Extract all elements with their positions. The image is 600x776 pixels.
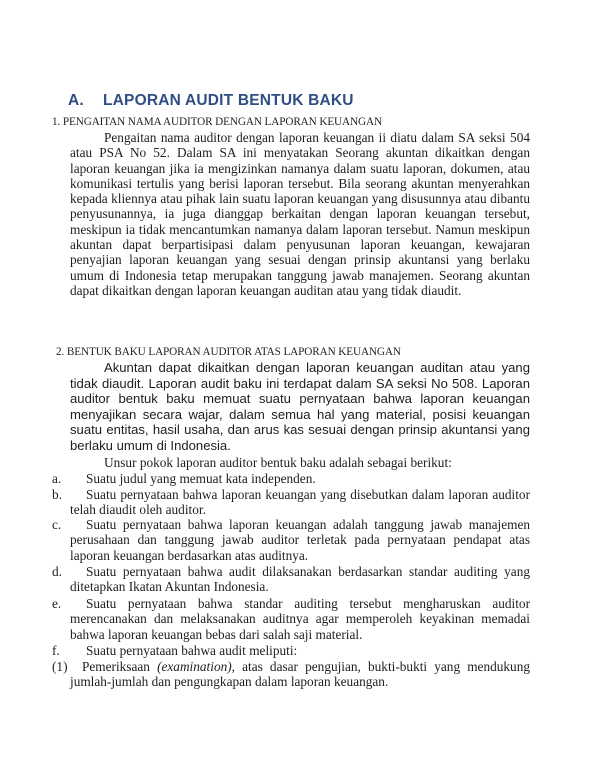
- list-item-a: [52, 471, 530, 486]
- subsection-1-heading: 1. PENGAITAN NAMA AUDITOR DENGAN LAPORAN KEUANGAN: [52, 116, 382, 128]
- list-item-text: Suatu judul yang memuat kata independen.: [86, 471, 316, 486]
- list-marker: f.: [52, 643, 60, 658]
- section-title: [68, 92, 354, 110]
- list-item-text: Suatu pernyataan bahwa audit meliputi:: [86, 643, 298, 658]
- list-item-b: [52, 487, 530, 518]
- subsection-2-paragraph: Akuntan dapat dikaitkan dengan laporan keuangan auditan atau yang tidak diaudit. Laporan audit baku ini terdapat dalam SA seksi No 508. Laporan auditor bentuk baku memuat suatu pernyataan bahwa laporan keuangan menyajikan secara wajar, dalam semua hal yang material, posisi keuangan suatu entitas, hasil usaha, dan arus kas sesuai dengan prinsip akuntansi yang berlaku umum di Indonesia.: [70, 360, 530, 453]
- list-item-c: [52, 517, 530, 563]
- subsection-2-heading: 2. BENTUK BAKU LAPORAN AUDITOR ATAS LAPORAN KEUANGAN: [56, 346, 401, 358]
- list-subitem-1: [52, 659, 530, 690]
- subitem-text-italic: (examination): [157, 659, 232, 674]
- list-marker: e.: [52, 596, 62, 611]
- subitem-text-after: , atas dasar pengujian, bukti-bukti yang mendukung jumlah-jumlah dan pengungkapan dalam laporan keuangan.: [70, 659, 531, 690]
- section-number: A.: [68, 92, 84, 109]
- list-item-text: Suatu pernyataan bahwa laporan keuangan yang disebutkan dalam laporan auditor telah diaudit oleh auditor.: [70, 487, 530, 518]
- list-item-d: [52, 564, 530, 595]
- list-marker: (1): [52, 659, 68, 674]
- list-item-text: Suatu pernyataan bahwa standar auditing tersebut mengharuskan auditor merencanakan dan melaksanakan auditnya agar memperoleh keyakinan memadai bahwa laporan keuangan bebas dari salah saji material.: [70, 596, 530, 642]
- list-marker: d.: [52, 564, 62, 579]
- list-marker: a.: [52, 471, 62, 486]
- list-marker: c.: [52, 517, 62, 532]
- list-item-e: [52, 596, 530, 642]
- list-item-f: [52, 643, 530, 658]
- list-marker: b.: [52, 487, 62, 502]
- subitem-text-before: Pemeriksaan: [82, 659, 158, 674]
- list-item-text: Suatu pernyataan bahwa audit dilaksanakan berdasarkan standar auditing yang ditetapkan Ikatan Akuntan Indonesia.: [70, 564, 530, 595]
- section-title-text: LAPORAN AUDIT BENTUK BAKU: [103, 92, 354, 109]
- list-item-text: Suatu pernyataan bahwa laporan keuangan adalah tanggung jawab manajemen perusahaan dan tanggung jawab auditor terletak pada pernyataan pendapat atas laporan keuangan berdasarkan atas auditnya.: [70, 517, 530, 563]
- subsection-1-paragraph: Pengaitan nama auditor dengan laporan keuangan ii diatu dalam SA seksi 504 atau PSA No 52. Dalam SA ini menyatakan Seorang akuntan dikaitkan dengan laporan keuangan jika ia mengizinkan namanya dalam suatu laporan, dokumen, atau komunikasi tertulis yang berisi laporan tersebut. Bila seorang akuntan menyerahkan kepada kliennya atau pihak lain suatu laporan keuangan yang disusunnya atau dibantu penyusunannya, ia juga dianggap berkaitan dengan laporan keuangan tersebut, meskipun ia tidak mencantumkan namanya dalam laporan tersebut. Namun meskipun akuntan dapat berpartisipasi dalam penyusunan laporan keuangan, kewajaran penyajian laporan keuangan yang sesuai dengan prinsip akuntansi yang berlaku umum di Indonesia tetap merupakan tanggung jawab manajemen. Seorang akuntan dapat dikaitkan dengan laporan keuangan auditan atau yang tidak diaudit.: [70, 130, 530, 298]
- elements-intro: Unsur pokok laporan auditor bentuk baku adalah sebagai berikut:: [104, 455, 452, 470]
